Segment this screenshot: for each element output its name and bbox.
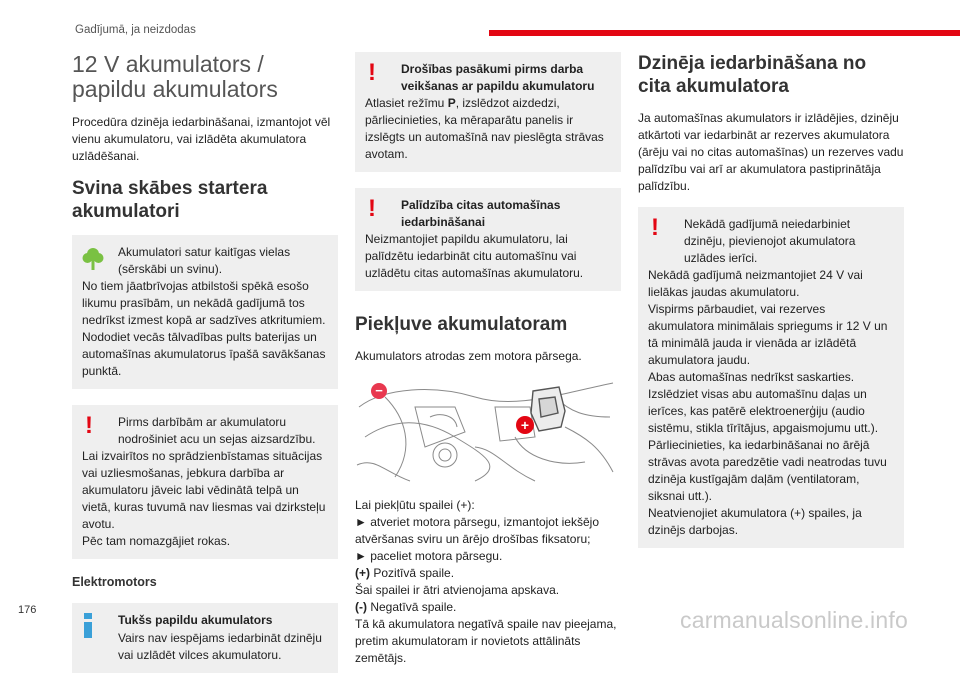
access-lead: Lai piekļūtu spailei (+): [355,498,475,512]
column-3 [638,52,904,564]
column-2 [355,52,621,667]
jump-warning-p6: Neatvienojiet akumulatora (+) spailes, ja dzinējs darbojas. [648,506,862,537]
watermark: carmanualsonline.info [680,607,908,633]
info-note-text: Vairs nav iespējams iedarbināt dzinēju vai uzlādēt vilces akumulatoru. [118,631,322,662]
environment-note-box [72,235,338,389]
environment-note-lead: Akumulatori satur kaitīgas vielas (sērskābi un svinu). [118,245,291,276]
info-icon [84,613,92,637]
plus-terminal-desc: Šai spailei ir ātri atvienojama apskava. [355,583,560,597]
plus-terminal-line: (+) Pozitīvā spaile. [355,566,455,580]
jump-warning-p3: Abas automašīnas nedrīkst saskarties. [648,370,855,384]
running-header: Gadījumā, ja neizdodas [75,24,196,36]
safety-warning-lead: Pirms darbībām ar akumulatoru nodrošiniet acu un sejas aizsardzību. [118,415,316,446]
recycle-tree-icon [82,245,104,271]
svg-text:−: − [375,383,383,398]
assist-warning-box [355,188,621,291]
jump-start-warning-box [638,207,904,548]
subheading-electric-motor: Elektromotors [72,575,157,589]
jump-warning-p5: Pārliecinieties, ka iedarbināšanai no ārējā strāvas avota paredzētie vadi neatrodas tuvu dzinēja kustīgajām daļām (ventilatoram, siksnai utt.). [648,438,887,503]
safety-warning-after: Pēc tam nomazgājiet rokas. [82,534,231,548]
access-step-2: ► paceliet motora pārsegu. [355,549,503,563]
section-title-access: Piekļuve akumulatoram [355,314,568,335]
minus-terminal-line: (-) Negatīvā spaile. [355,600,457,614]
section-title-lead-acid: Svina skābes startera akumulatori [72,178,268,222]
page-number: 176 [18,604,37,616]
precautions-title: Drošības pasākumi pirms darba veikšanas ar papildu akumulatoru [401,62,595,93]
section-title-jump-start: Dzinēja iedarbināšana no cita akumulatora [638,53,867,97]
engine-bay-image [355,377,617,485]
access-intro: Akumulators atrodas zem motora pārsega. [355,349,582,363]
jump-warning-lead: Nekādā gadījumā neiedarbiniet dzinēju, pievienojot akumulatora uzlādes ierīci. [684,217,856,265]
warning-exclamation-icon: ! [651,214,659,241]
warning-exclamation-icon: ! [368,59,376,86]
warning-exclamation-icon: ! [85,412,93,439]
chapter-title: 12 V akumulators / papildu akumulators [72,51,278,102]
jump-start-intro: Ja automašīnas akumulators ir izlādējies, dzinēju atkārtoti var iedarbināt ar rezerves akumulatora (ārēju vai no citas automašīnas) un rezerves vadu palīdzību vai arī ar akumulatora pastiprinātāja palīdzību. [638,111,904,193]
access-step-1: ► atveriet motora pārsegu, izmantojot iekšējo atvēršanas sviru un ārējo drošības fiksatoru; [355,515,599,546]
warning-exclamation-icon: ! [368,195,376,222]
info-note-box [72,603,338,673]
info-note-title: Tukšs papildu akumulators [118,613,273,627]
svg-text:+: + [520,417,530,433]
assist-text: Neizmantojiet papildu akumulatoru, lai palīdzētu iedarbināt citu automašīnu vai uzlādētu citas automašīnas akumulatoru. [365,232,584,280]
column-1 [72,52,338,689]
environment-note-text: No tiem jāatbrīvojas atbilstoši spēkā esošo likumu prasībām, un nekādā gadījumā tos nedrīkst izmest kopā ar sadzīves atkritumiem. Nododiet vecās tālvadības pults baterijas un automašīnas akumulatorus īpašā savākšanas punktā. [82,279,326,378]
jump-warning-p2: Vispirms pārbaudiet, vai rezerves akumulatora minimālais spriegums ir 12 V un tā minimālā jauda ir vienāda ar izlādētā akumulatora jaudu. [648,302,888,367]
intro-paragraph: Procedūra dzinēja iedarbināšanai, izmantojot vēl vienu akumulatoru, vai izlādēta akumulatora uzlādēšanai. [72,115,331,163]
safety-warning-box [72,405,338,559]
safety-warning-text: Lai izvairītos no sprādzienbīstamas situācijas vai uzliesmošanas, jebkura darbība ar akumulatoru jāveic labi vēdinātā telpā un vietā, kuras tuvumā nav liesmas vai dzirksteļu avotu. [82,449,326,531]
jump-warning-p4: Izslēdziet visas abu automašīnu daļas un ierīces, kas patērē elektroenerģiju (audio sistēmu, stikla tīrītājus, apgaismojumu utt.). [648,387,879,435]
assist-title: Palīdzība citas automašīnas iedarbināšanai [401,198,561,229]
header-accent-bar [489,30,960,36]
minus-terminal-desc: Tā kā akumulatora negatīvā spaile nav pieejama, pretim akumulatoram ir novietots attālināts zemētājs. [355,617,617,665]
precautions-text: Atlasiet režīmu P, izslēdzot aizdedzi, pārliecinieties, ka mēraparātu panelis ir izslēgts un automašīnā nav pieslēgta strāvas avotam. [365,96,604,161]
jump-warning-p1: Nekādā gadījumā neizmantojiet 24 V vai lielākas jaudas akumulatoru. [648,268,863,299]
precautions-warning-box [355,52,621,172]
